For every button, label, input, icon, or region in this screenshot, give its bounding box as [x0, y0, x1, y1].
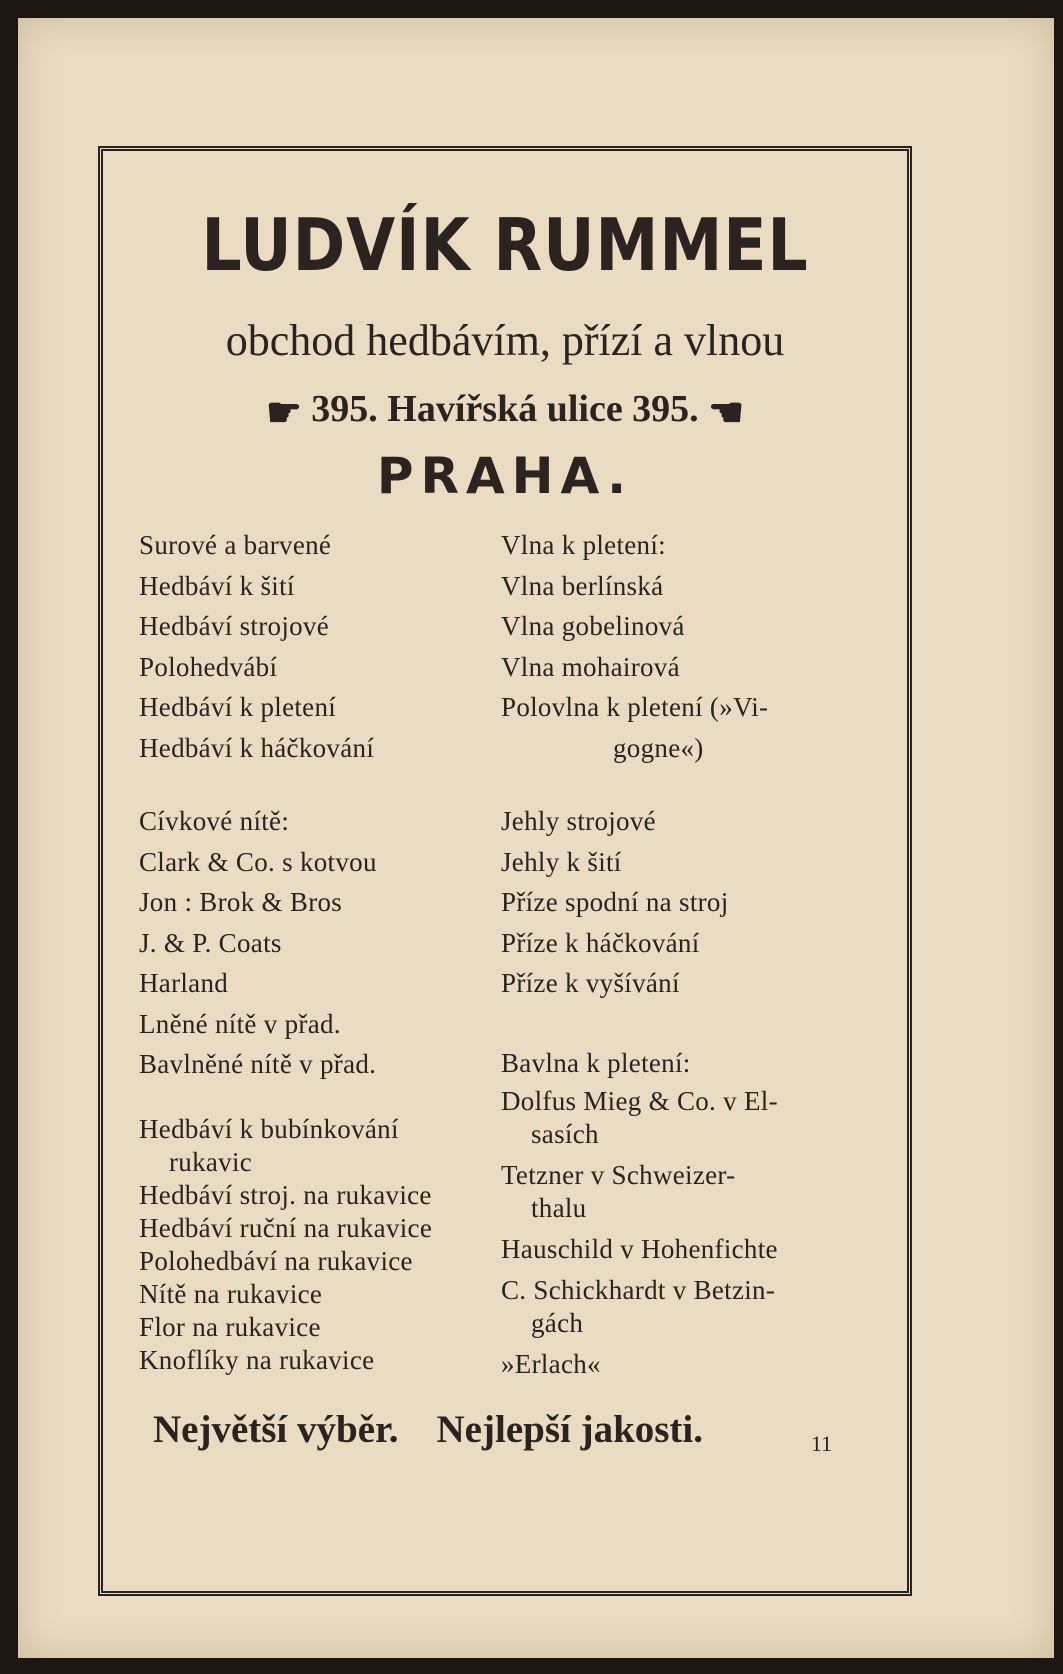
list-item — [501, 1159, 881, 1225]
list-item: Příze k háčkování — [501, 927, 700, 958]
list-item-continuation: gách — [531, 1308, 584, 1338]
list-item: Příze spodní na stroj — [501, 887, 729, 917]
wool-list — [501, 525, 881, 768]
list-item: Hedbáví k šití — [139, 570, 295, 601]
list-item-line: »Erlach« — [501, 1349, 601, 1379]
list-item-continuation: thalu — [531, 1193, 587, 1223]
list-item: Vlna berlínská — [501, 570, 664, 601]
list-item — [501, 1274, 881, 1340]
silk-list — [139, 525, 499, 768]
list-item: Polovlna k pletení (»Vi- — [501, 692, 769, 722]
list-item: Lněné nítě v přad. — [139, 1008, 341, 1039]
advert-title: LUDVÍK RUMMEL — [201, 203, 809, 287]
city-name: PRAHA. — [376, 447, 634, 505]
list-item: Jehly k šití — [501, 846, 622, 877]
list-item: Knoflíky na rukavice — [139, 1345, 375, 1375]
list-item-line: C. Schickhardt v Betzin- — [501, 1275, 776, 1305]
list-item-line: Dolfus Mieg & Co. v El- — [501, 1086, 778, 1116]
list-item: Příze k vyšívání — [501, 968, 680, 998]
pointing-hand-left-icon: ☚ — [708, 389, 745, 435]
list-item: Harland — [139, 968, 229, 998]
list-item — [501, 1233, 881, 1266]
page-number: 11 — [811, 1431, 833, 1456]
list-item-continuation: rukavic — [169, 1147, 253, 1177]
slogan-selection: Největší výběr. — [153, 1408, 399, 1451]
list-item: Flor na rukavice — [139, 1312, 321, 1342]
advert-subtitle: obchod hedbávím, přízí a vlnou — [225, 316, 785, 365]
list-item-continuation: gogne«) — [613, 732, 704, 763]
list-item: Vlna mohairová — [501, 651, 680, 682]
list-item: Hedbáví stroj. na rukavice — [139, 1180, 432, 1210]
list-item: Polohedbáví na rukavice — [139, 1246, 413, 1276]
needles-list — [501, 801, 881, 1004]
list-item: Polohedvábí — [139, 651, 278, 682]
list-item: Jehly strojové — [501, 806, 656, 836]
list-item: Hedbáví strojové — [139, 611, 330, 641]
address-line — [103, 387, 907, 436]
list-item: Hedbáví k pletení — [139, 692, 337, 722]
list-item-continuation: sasích — [531, 1119, 599, 1149]
cotton-heading: Bavlna k pletení: — [501, 1048, 691, 1078]
book-page — [18, 18, 1054, 1658]
list-item-line: Hauschild v Hohenfichte — [501, 1234, 778, 1264]
list-item: Vlna k pletení: — [501, 530, 666, 560]
list-item — [501, 1085, 881, 1151]
footer-slogans — [153, 1407, 741, 1452]
list-item: Nítě na rukavice — [139, 1279, 323, 1309]
cotton-list — [501, 1085, 881, 1381]
threads-list — [139, 801, 499, 1085]
list-item: Vlna gobelinová — [501, 611, 685, 641]
list-item: Hedbáví ruční na rukavice — [139, 1213, 433, 1243]
address-text: 395. Havířská ulice 395. — [311, 388, 699, 430]
list-item — [501, 1348, 881, 1381]
list-item: Hedbáví k háčkování — [139, 732, 375, 763]
list-item: Clark & Co. s kotvou — [139, 846, 377, 877]
advertisement-frame — [98, 146, 912, 1596]
list-item: Cívkové nítě: — [139, 806, 290, 836]
pointing-hand-right-icon: ☛ — [265, 389, 302, 435]
gloves-list — [139, 1113, 499, 1377]
list-item-line: Tetzner v Schweizer- — [501, 1160, 736, 1190]
slogan-quality: Nejlepší jakosti. — [436, 1408, 704, 1451]
list-item: Surové a barvené — [139, 530, 332, 560]
list-item: Hedbáví k bubínkování — [139, 1114, 399, 1144]
list-item: J. & P. Coats — [139, 927, 282, 958]
list-item: Bavlněné nítě v přad. — [139, 1049, 377, 1079]
list-item: Jon : Brok & Bros — [139, 887, 343, 917]
